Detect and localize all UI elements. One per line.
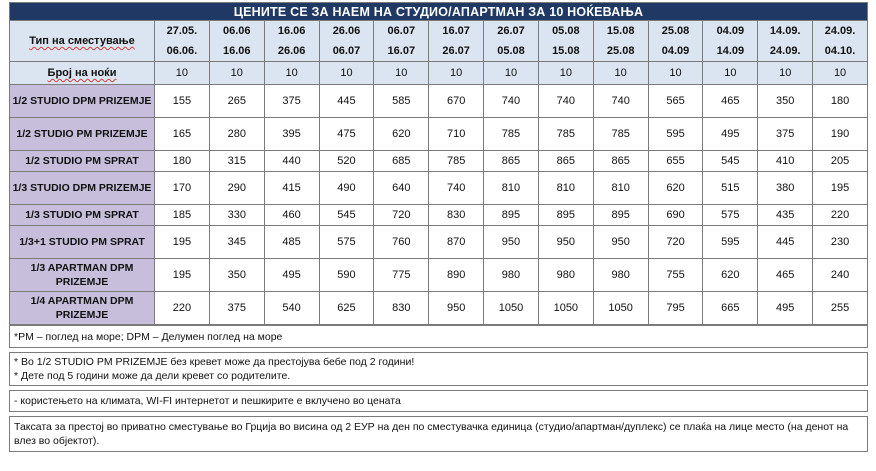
note-legend-row (10, 326, 868, 348)
price-cell: 280 (209, 118, 264, 151)
price-cell: 865 (484, 151, 539, 172)
price-cell: 545 (703, 151, 758, 172)
period-header (209, 21, 264, 62)
price-cell: 240 (813, 259, 868, 292)
room-type: 1/2 STUDIO PM PRIZEMJE (10, 118, 155, 151)
price-cell: 1050 (484, 292, 539, 325)
note-children (10, 353, 868, 386)
price-cell: 810 (538, 172, 593, 205)
price-cell: 330 (209, 205, 264, 226)
period-from: 16.06 (277, 25, 306, 37)
nights-cell: 10 (648, 62, 703, 85)
price-cell: 220 (813, 205, 868, 226)
price-cell: 445 (319, 85, 374, 118)
price-cell: 830 (429, 205, 484, 226)
table-row (10, 118, 868, 151)
price-table (9, 2, 868, 325)
period-to: 26.06 (277, 45, 306, 57)
price-cell: 255 (813, 292, 868, 325)
note-included-row (10, 391, 868, 412)
price-cell: 540 (264, 292, 319, 325)
price-cell: 865 (538, 151, 593, 172)
price-cell: 890 (429, 259, 484, 292)
price-cell: 710 (429, 118, 484, 151)
price-cell: 575 (319, 226, 374, 259)
price-cell: 495 (703, 118, 758, 151)
price-cell: 950 (429, 292, 484, 325)
nights-cell: 10 (538, 62, 593, 85)
price-cell: 180 (813, 85, 868, 118)
price-cell: 740 (538, 85, 593, 118)
price-cell: 740 (484, 85, 539, 118)
nights-cell: 10 (758, 62, 813, 85)
period-to: 16.06 (223, 45, 251, 57)
period-header (374, 21, 429, 62)
period-from: 06.07 (387, 25, 416, 37)
period-from: 04.09 (716, 25, 745, 37)
period-from: 25.08 (661, 25, 690, 37)
price-cell: 810 (593, 172, 648, 205)
price-cell: 465 (758, 259, 813, 292)
period-header-row (10, 21, 868, 62)
price-cell: 195 (155, 259, 210, 292)
price-cell: 620 (703, 259, 758, 292)
price-cell: 625 (319, 292, 374, 325)
period-to: 25.08 (606, 45, 635, 57)
period-from: 26.07 (497, 25, 525, 37)
price-cell: 170 (155, 172, 210, 205)
price-cell: 290 (209, 172, 264, 205)
room-type: 1/3 STUDIO DPM PRIZEMJE (10, 172, 155, 205)
nights-cell: 10 (209, 62, 264, 85)
price-cell: 785 (429, 151, 484, 172)
price-cell: 980 (593, 259, 648, 292)
price-cell: 495 (758, 292, 813, 325)
period-to: 05.08 (497, 45, 525, 57)
price-cell: 485 (264, 226, 319, 259)
period-header (648, 21, 703, 62)
price-cell: 1050 (538, 292, 593, 325)
table-row (10, 172, 868, 205)
price-cell: 350 (209, 259, 264, 292)
nights-cell: 10 (593, 62, 648, 85)
price-cell: 870 (429, 226, 484, 259)
price-cell: 785 (538, 118, 593, 151)
table-row (10, 259, 868, 292)
room-type: 1/2 STUDIO DPM PRIZEMJE (10, 85, 155, 118)
note-children-row (10, 353, 868, 386)
period-from: 15.08 (606, 25, 635, 37)
period-from: 26.06 (332, 25, 361, 37)
period-header (538, 21, 593, 62)
price-cell: 740 (429, 172, 484, 205)
period-header (319, 21, 374, 62)
price-cell: 795 (648, 292, 703, 325)
period-from: 14.09. (769, 25, 801, 37)
price-cell: 375 (209, 292, 264, 325)
period-header (703, 21, 758, 62)
period-to: 06.06. (166, 45, 198, 57)
note-tax-row (10, 417, 868, 452)
price-cell: 380 (758, 172, 813, 205)
price-cell: 345 (209, 226, 264, 259)
price-cell: 585 (374, 85, 429, 118)
price-cell: 205 (813, 151, 868, 172)
note-legend: *PM – поглед на море; DPM – Делумен поглед на море (10, 326, 868, 348)
nights-cell: 10 (703, 62, 758, 85)
period-header (758, 21, 813, 62)
price-cell: 950 (538, 226, 593, 259)
nights-cell: 10 (374, 62, 429, 85)
nights-row (10, 62, 868, 85)
nights-header-label: Броj на ноќи (47, 67, 117, 79)
price-cell: 185 (155, 205, 210, 226)
price-cell: 865 (593, 151, 648, 172)
note-child: * Дете под 5 години може да дели кревет со родителите. (14, 370, 291, 382)
period-to: 15.08 (552, 45, 580, 57)
nights-cell: 10 (319, 62, 374, 85)
period-to: 26.07 (442, 45, 470, 57)
price-cell: 460 (264, 205, 319, 226)
table-row (10, 226, 868, 259)
period-from: 24.09. (824, 25, 856, 37)
price-cell: 950 (484, 226, 539, 259)
price-cell: 195 (813, 172, 868, 205)
type-header-label: Тип на сместување (29, 35, 135, 47)
table-title-row (10, 3, 868, 21)
period-from: 27.05. (166, 25, 198, 37)
price-cell: 830 (374, 292, 429, 325)
price-cell: 895 (538, 205, 593, 226)
price-cell: 465 (703, 85, 758, 118)
price-cell: 785 (484, 118, 539, 151)
room-type: 1/3 STUDIO PM SPRAT (10, 205, 155, 226)
price-cell: 155 (155, 85, 210, 118)
room-type: 1/4 APARTMAN DPM PRIZEMJE (10, 292, 155, 325)
period-to: 04.09 (661, 45, 690, 57)
table-row (10, 292, 868, 325)
price-cell: 690 (648, 205, 703, 226)
period-to: 16.07 (387, 45, 416, 57)
price-cell: 760 (374, 226, 429, 259)
price-cell: 180 (155, 151, 210, 172)
period-to: 06.07 (332, 45, 361, 57)
price-cell: 435 (758, 205, 813, 226)
type-header (10, 21, 155, 62)
price-cell: 665 (703, 292, 758, 325)
price-cell: 490 (319, 172, 374, 205)
price-cell: 595 (703, 226, 758, 259)
note-tax: Таксата за престоj во приватно сместување во Грција во висина од 2 ЕУР на ден по сместувачка единица (студио/апартман/дуплекс) се плаќа на лице место (на денот на влез во објектот). (10, 417, 868, 452)
price-cell: 440 (264, 151, 319, 172)
price-cell: 590 (319, 259, 374, 292)
note-baby: * Во 1/2 STUDIO PM PRIZEMJE без кревет може да престоjува бебе под 2 години! (14, 356, 415, 368)
price-cell: 785 (593, 118, 648, 151)
room-type: 1/3 APARTMAN DPM PRIZEMJE (10, 259, 155, 292)
period-header (813, 21, 868, 62)
period-header (593, 21, 648, 62)
price-cell: 230 (813, 226, 868, 259)
price-cell: 720 (374, 205, 429, 226)
period-to: 24.09. (769, 45, 801, 57)
price-cell: 980 (484, 259, 539, 292)
price-cell: 265 (209, 85, 264, 118)
price-cell: 1050 (593, 292, 648, 325)
period-to: 04.10. (824, 45, 856, 57)
period-header (155, 21, 210, 62)
table-row (10, 85, 868, 118)
price-cell: 655 (648, 151, 703, 172)
price-cell: 670 (429, 85, 484, 118)
price-cell: 950 (593, 226, 648, 259)
price-cell: 165 (155, 118, 210, 151)
price-cell: 475 (319, 118, 374, 151)
room-type: 1/3+1 STUDIO PM SPRAT (10, 226, 155, 259)
price-cell: 445 (758, 226, 813, 259)
nights-cell: 10 (484, 62, 539, 85)
price-cell: 620 (648, 172, 703, 205)
note-included: - користењето на климата, WI-FI интернетот и пешкирите е вклучено во цената (10, 391, 868, 412)
nights-header (10, 62, 155, 85)
price-cell: 515 (703, 172, 758, 205)
price-cell: 520 (319, 151, 374, 172)
price-cell: 895 (593, 205, 648, 226)
price-cell: 375 (264, 85, 319, 118)
price-cell: 195 (155, 226, 210, 259)
period-header (429, 21, 484, 62)
price-cell: 740 (593, 85, 648, 118)
period-header (484, 21, 539, 62)
price-cell: 375 (758, 118, 813, 151)
nights-cell: 10 (155, 62, 210, 85)
price-cell: 895 (484, 205, 539, 226)
price-cell: 495 (264, 259, 319, 292)
nights-cell: 10 (429, 62, 484, 85)
price-cell: 545 (319, 205, 374, 226)
price-cell: 315 (209, 151, 264, 172)
price-cell: 220 (155, 292, 210, 325)
price-cell: 640 (374, 172, 429, 205)
room-type: 1/2 STUDIO PM SPRAT (10, 151, 155, 172)
price-cell: 980 (538, 259, 593, 292)
price-cell: 685 (374, 151, 429, 172)
period-header (264, 21, 319, 62)
price-cell: 595 (648, 118, 703, 151)
price-cell: 410 (758, 151, 813, 172)
price-table-container (9, 2, 868, 452)
period-from: 16.07 (442, 25, 470, 37)
table-row (10, 205, 868, 226)
price-cell: 415 (264, 172, 319, 205)
notes-table (9, 325, 868, 452)
price-cell: 190 (813, 118, 868, 151)
price-cell: 395 (264, 118, 319, 151)
table-title: ЦЕНИТЕ СЕ ЗА НАЕМ НА СТУДИО/АПАРТМАН ЗА 10 НОЌЕВАЊА (10, 3, 868, 21)
price-cell: 775 (374, 259, 429, 292)
nights-cell: 10 (813, 62, 868, 85)
price-cell: 565 (648, 85, 703, 118)
period-from: 06.06 (223, 25, 251, 37)
nights-cell: 10 (264, 62, 319, 85)
price-cell: 620 (374, 118, 429, 151)
period-to: 14.09 (716, 45, 745, 57)
period-from: 05.08 (552, 25, 580, 37)
price-cell: 755 (648, 259, 703, 292)
table-row (10, 151, 868, 172)
price-cell: 720 (648, 226, 703, 259)
price-cell: 350 (758, 85, 813, 118)
price-cell: 575 (703, 205, 758, 226)
price-cell: 810 (484, 172, 539, 205)
